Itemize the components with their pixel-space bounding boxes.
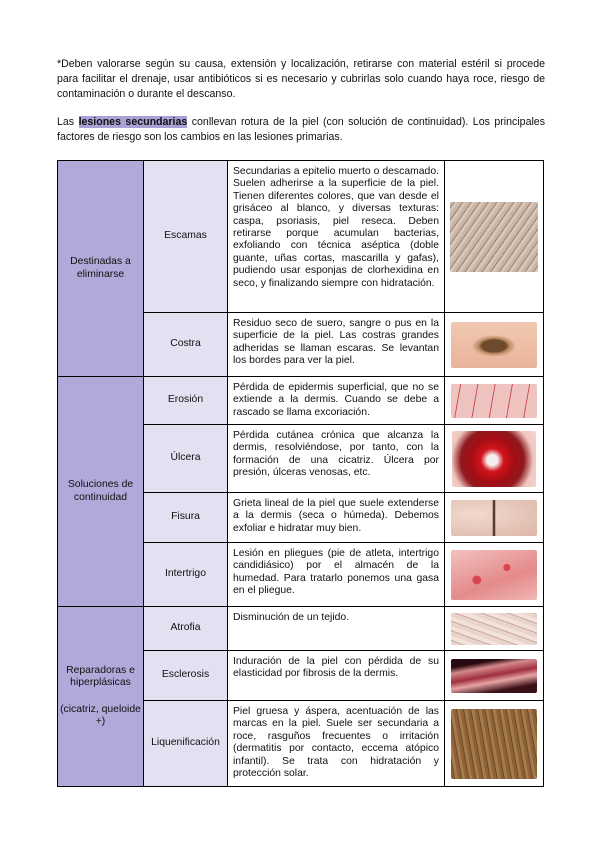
lesion-image-cell bbox=[445, 651, 544, 701]
lesion-description-cell bbox=[228, 651, 445, 701]
lesion-name-cell bbox=[144, 701, 228, 787]
lesion-description: Residuo seco de suero, sangre o pus en la superficie de la piel. Las costras grandes adheridas se llaman escaras. Se levantan los bordes para ver la piel. bbox=[233, 318, 439, 367]
lesion-description-cell bbox=[228, 607, 445, 651]
lesion-description-cell bbox=[228, 543, 445, 607]
lesion-image-cell bbox=[445, 377, 544, 425]
lesion-image-cell bbox=[445, 425, 544, 493]
group-subtitle: (cicatriz, queloide +) bbox=[60, 703, 141, 727]
lesion-name-cell bbox=[144, 543, 228, 607]
lesion-name: Úlcera bbox=[170, 452, 201, 464]
intro-paragraph: *Deben valorarse según su causa, extensión y localización, retirarse con material estéril si procede para facilitar el drenaje, usar antibióticos si es necesario y cubrirlas solo cuando haya roce, riesgo de contaminación o durante el descanso. bbox=[57, 58, 545, 100]
lichenification-skin-photo bbox=[451, 709, 537, 779]
lesion-description: Lesión en pliegues (pie de atleta, intertrigo candidiásico) por el almacén de la humedad. Para tratarlo ponemos una gasa en el pliegue. bbox=[233, 548, 439, 597]
group-cell bbox=[58, 161, 144, 377]
table-row bbox=[58, 377, 544, 425]
lesion-description: Pérdida de epidermis superficial, que no se extiende a la dermis. Cuando se debe a rascado se llama excoriación. bbox=[233, 382, 439, 418]
lesion-image-cell bbox=[445, 543, 544, 607]
lesion-name-cell bbox=[144, 313, 228, 377]
lesion-name-cell bbox=[144, 651, 228, 701]
group-title: Reparadoras e hiperplásicas bbox=[66, 664, 135, 689]
lesion-name-cell bbox=[144, 425, 228, 493]
lesion-description: Grieta lineal de la piel que suele extenderse a la dermis (seca o húmeda). Debemos exfoliar e hidratar muy bien. bbox=[233, 498, 439, 534]
lesion-image-cell bbox=[445, 701, 544, 787]
lesion-description: Disminución de un tejido. bbox=[233, 612, 350, 623]
lesion-description-cell bbox=[228, 161, 445, 313]
lesion-name: Atrofia bbox=[170, 622, 201, 634]
table-row bbox=[58, 607, 544, 651]
lesion-name: Liquenificación bbox=[151, 737, 220, 749]
intertrigo-skin-photo bbox=[451, 550, 537, 600]
lesion-image-cell bbox=[445, 493, 544, 543]
lesion-image-cell bbox=[445, 607, 544, 651]
fissure-skin-photo bbox=[451, 500, 537, 536]
lesion-name: Intertrigo bbox=[164, 568, 206, 580]
table-row bbox=[58, 161, 544, 313]
scales-skin-photo bbox=[450, 202, 538, 272]
paragraph-text-start: Las bbox=[57, 116, 79, 128]
lesion-name-cell bbox=[144, 377, 228, 425]
lesion-description-cell bbox=[228, 701, 445, 787]
erosion-skin-photo bbox=[451, 384, 537, 418]
lesion-description: Secundarias a epitelio muerto o descamado. Suelen adherirse a la superficie de la piel. Tienen diferentes colores, que van desde el grisáceo al blanco, y diversas texturas: caspa, psoriasis, piel reseca. Deben retirarse porque acumulan bacterias, exfoliando con técnica aséptica (doble guante, uñas cortas, mascarilla y gafas), pudiendo usar esponjas de clorhexidina en seco, y finalizando siempre con hidratación. bbox=[233, 166, 439, 289]
lesion-name-cell bbox=[144, 161, 228, 313]
lesion-description: Piel gruesa y áspera, acentuación de las marcas en la piel. Suele ser secundaria a roce, rasguños frecuentes o irritación (dermatitis por contacto, eccema atópico infantil). Se trata con hidratación y protección solar. bbox=[233, 706, 439, 780]
lesion-name-cell bbox=[144, 493, 228, 543]
sclerosis-skin-photo bbox=[451, 659, 537, 693]
group-cell bbox=[58, 377, 144, 607]
paragraph-text-end: conllevan rotura de la piel (con solución de continuidad). Los principales factores de riesgo son los cambios en las lesiones primarias. bbox=[57, 116, 546, 143]
ulcer-skin-photo bbox=[452, 431, 536, 487]
atrophy-skin-photo bbox=[451, 613, 537, 645]
lesion-description: Induración de la piel con pérdida de su elasticidad por fibrosis de la dermis. bbox=[233, 656, 439, 680]
secondary-lesions-paragraph bbox=[57, 115, 545, 145]
group-title: Soluciones de continuidad bbox=[67, 479, 134, 503]
group-title: Destinadas a eliminarse bbox=[70, 256, 131, 280]
crust-skin-photo bbox=[451, 322, 537, 368]
lesion-name: Erosión bbox=[167, 394, 204, 406]
lesion-description-cell bbox=[228, 493, 445, 543]
lesion-description-cell bbox=[228, 377, 445, 425]
lesions-table bbox=[57, 160, 544, 787]
lesion-name: Costra bbox=[170, 338, 201, 350]
lesion-description-cell bbox=[228, 313, 445, 377]
lesion-name-cell bbox=[144, 607, 228, 651]
lesion-name: Escamas bbox=[164, 230, 207, 242]
lesion-image-cell bbox=[445, 313, 544, 377]
lesion-description: Pérdida cutánea crónica que alcanza la dermis, resolviéndose, por tanto, con la formación de una cicatriz. Úlcera por presión, úlceras venosas, etc. bbox=[233, 430, 439, 479]
lesion-name: Fisura bbox=[171, 511, 200, 523]
lesion-description-cell bbox=[228, 425, 445, 493]
lesion-image-cell bbox=[445, 161, 544, 313]
lesion-name: Esclerosis bbox=[161, 669, 210, 681]
highlighted-term: lesiones secundarias bbox=[78, 116, 188, 128]
group-cell bbox=[58, 607, 144, 787]
